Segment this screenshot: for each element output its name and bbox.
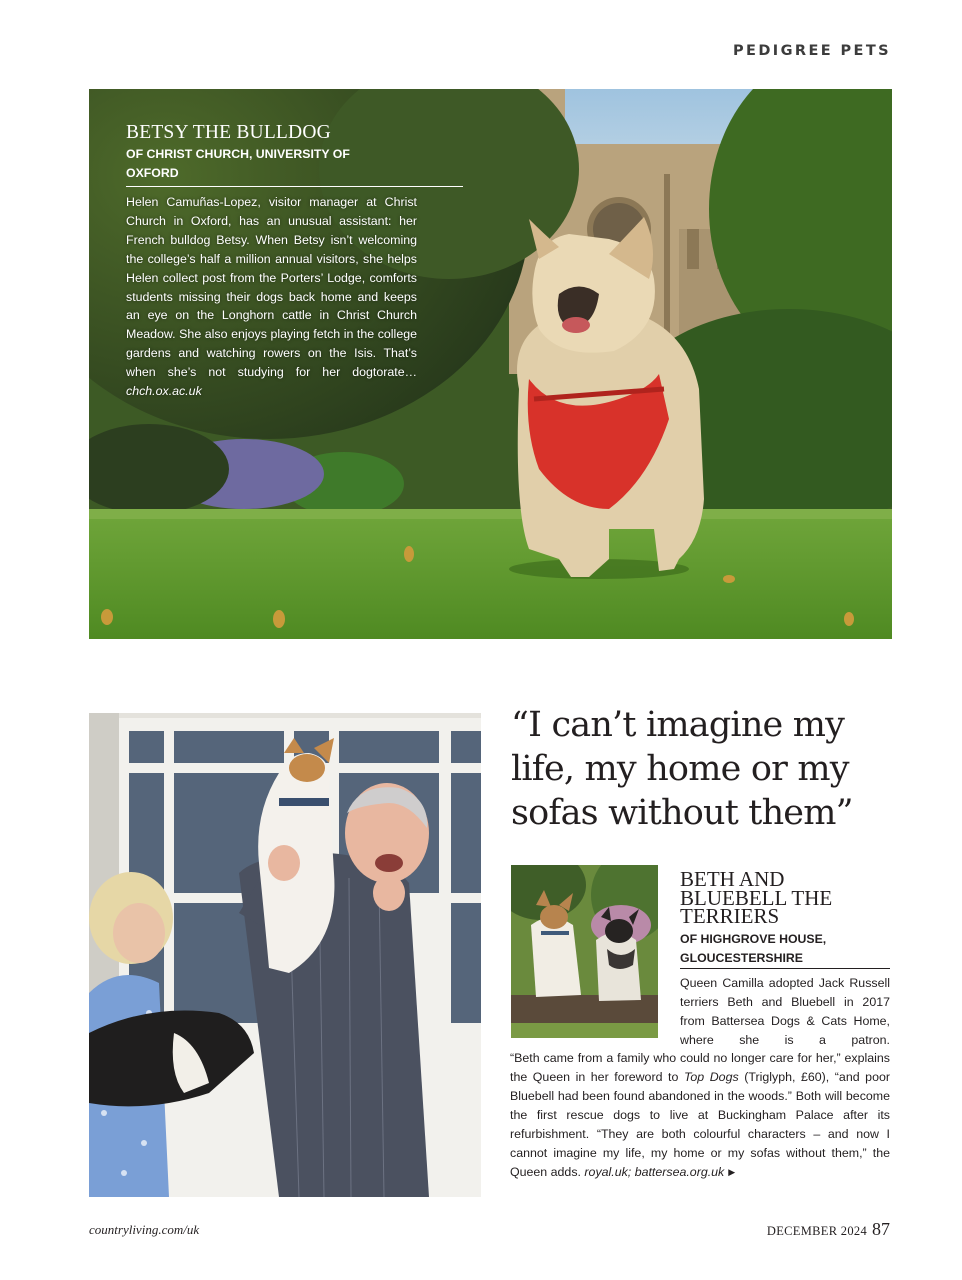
divider	[680, 968, 890, 969]
bulldog-feature-subtitle: OF CHRIST CHURCH, UNIVERSITY OF OXFORD	[126, 147, 350, 180]
terriers-feature-body-part1: “Beth came from a family who could no longer care for her,” explains the Queen in her foreword to	[510, 1051, 890, 1084]
terriers-feature-heading	[680, 867, 890, 968]
bulldog-feature-title: BETSY THE BULLDOG	[126, 122, 331, 143]
terriers-thumbnail	[511, 865, 658, 1038]
section-label: PEDIGREE PETS	[733, 43, 891, 59]
terriers-feature-links[interactable]: royal.uk; battersea.org.uk	[584, 1165, 725, 1179]
terriers-thumbnail-illustration	[511, 865, 658, 1038]
footer-issue-info	[767, 1219, 890, 1240]
pull-quote: “I can’t imagine my life, my home or my sofas without them”	[511, 705, 853, 833]
royal-terriers-photo	[89, 713, 481, 1197]
royal-terriers-photo-illustration	[89, 713, 481, 1197]
terriers-feature-title: BETH AND BLUEBELL THE TERRIERS	[680, 867, 833, 928]
footer-website[interactable]: countryliving.com/uk	[89, 1222, 200, 1237]
book-title: Top Dogs	[683, 1070, 739, 1084]
bulldog-feature-link[interactable]: chch.ox.ac.uk	[126, 384, 202, 399]
bulldog-feature-text	[126, 122, 463, 401]
terriers-feature-body-part2: (Triglyph, £60), “and poor Bluebell had been found abandoned in the woods.” Both will become the first rescue dogs to live at Buckingham Palace after its refurbishment. “They are both colourful characters – and now I cannot imagine my life, my home or my sofas without them,” the Queen adds.	[510, 1070, 890, 1179]
bulldog-feature-body	[126, 193, 417, 401]
divider	[126, 186, 463, 187]
terriers-feature-subtitle: OF HIGHGROVE HOUSE, GLOUCESTERSHIRE	[680, 931, 827, 965]
bulldog-feature-body-text: Helen Camuñas-Lopez, visitor manager at Christ Church in Oxford, has an unusual assistant: her French bulldog Betsy. When Betsy isn’t welcoming the college’s half a million annual visitors, she helps Helen collect post from the Porters’ Lodge, comforts students missing their dogs back home and keeps an eye on the Longhorn cattle in Christ Church Meadow. She also enjoys playing fetch in the college gardens and watching rowers on the Isis. That’s when she’s not studying for her dogtorate…	[126, 195, 417, 380]
arrow-right-icon: ▶	[728, 1167, 736, 1177]
bulldog-photo	[89, 89, 892, 639]
terriers-feature-body	[510, 1049, 890, 1182]
terriers-feature-body-intro: Queen Camilla adopted Jack Russell terriers Beth and Bluebell in 2017 from Battersea Dogs & Cats Home, where she is a patron.	[680, 976, 890, 1047]
page-number: 87	[872, 1219, 890, 1239]
issue-date: DECEMBER 2024	[766, 1224, 867, 1238]
